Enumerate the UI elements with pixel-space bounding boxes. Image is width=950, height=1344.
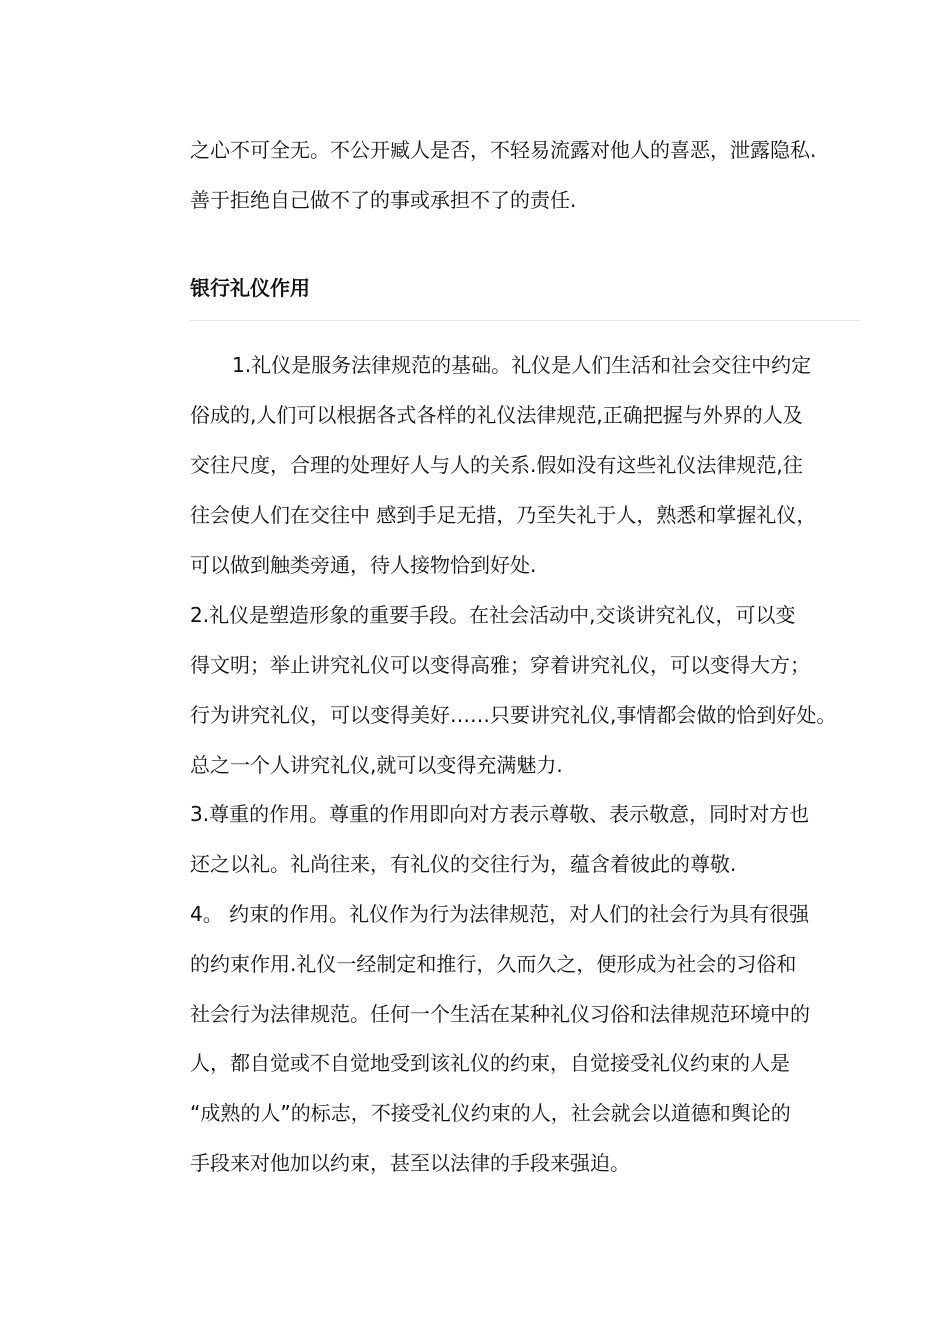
body-line: 手段来对他加以约束，甚至以法律的手段来强迫。 (190, 1151, 630, 1175)
body-line: 4。 约束的作用。礼仪作为行为法律规范，对人们的社会行为具有很强 (190, 902, 810, 926)
body-line: “成熟的人”的标志，不接受礼仪约束的人，社会就会以道德和舆论的 (190, 1101, 791, 1125)
body-line: 3.尊重的作用。尊重的作用即向对方表示尊敬、表示敬意，同时对方也 (190, 802, 810, 826)
body-line: 社会行为法律规范。任何一个生活在某种礼仪习俗和法律规范环境中的 (190, 1002, 810, 1026)
intro-line-1: 之心不可全无。不公开臧人是否，不轻易流露对他人的喜恶，泄露隐私. (190, 138, 817, 162)
section-title: 银行礼仪作用 (190, 276, 310, 300)
body-line: 交往尺度，合理的处理好人与人的关系.假如没有这些礼仪法律规范,往 (190, 453, 803, 477)
intro-line-2: 善于拒绝自己做不了的事或承担不了的责任. (190, 188, 577, 212)
body-line: 俗成的,人们可以根据各式各样的礼仪法律规范,正确把握与外界的人及 (190, 403, 803, 427)
body-line: 的约束作用.礼仪一经制定和推行，久而久之，便形成为社会的习俗和 (190, 952, 797, 976)
body-line: 可以做到触类旁通，待人接物恰到好处. (190, 553, 537, 577)
body-line: 往会使人们在交往中 感到手足无措，乃至失礼于人，熟悉和掌握礼仪， (190, 503, 817, 527)
divider (190, 320, 860, 321)
body-line: 1.礼仪是服务法律规范的基础。礼仪是人们生活和社会交往中约定 (232, 353, 812, 377)
body-line: 总之一个人讲究礼仪,就可以变得充满魅力. (190, 753, 563, 777)
body-line: 行为讲究礼仪，可以变得美好……只要讲究礼仪,事情都会做的恰到好处。 (190, 703, 837, 727)
body-line: 2.礼仪是塑造形象的重要手段。在社会活动中,交谈讲究礼仪，可以变 (190, 603, 796, 627)
body-line: 得文明；举止讲究礼仪可以变得高雅；穿着讲究礼仪，可以变得大方； (190, 653, 810, 677)
body-line: 还之以礼。礼尚往来，有礼仪的交往行为，蕴含着彼此的尊敬. (190, 852, 737, 876)
body-line: 人，都自觉或不自觉地受到该礼仪的约束，自觉接受礼仪约束的人是 (190, 1051, 790, 1075)
